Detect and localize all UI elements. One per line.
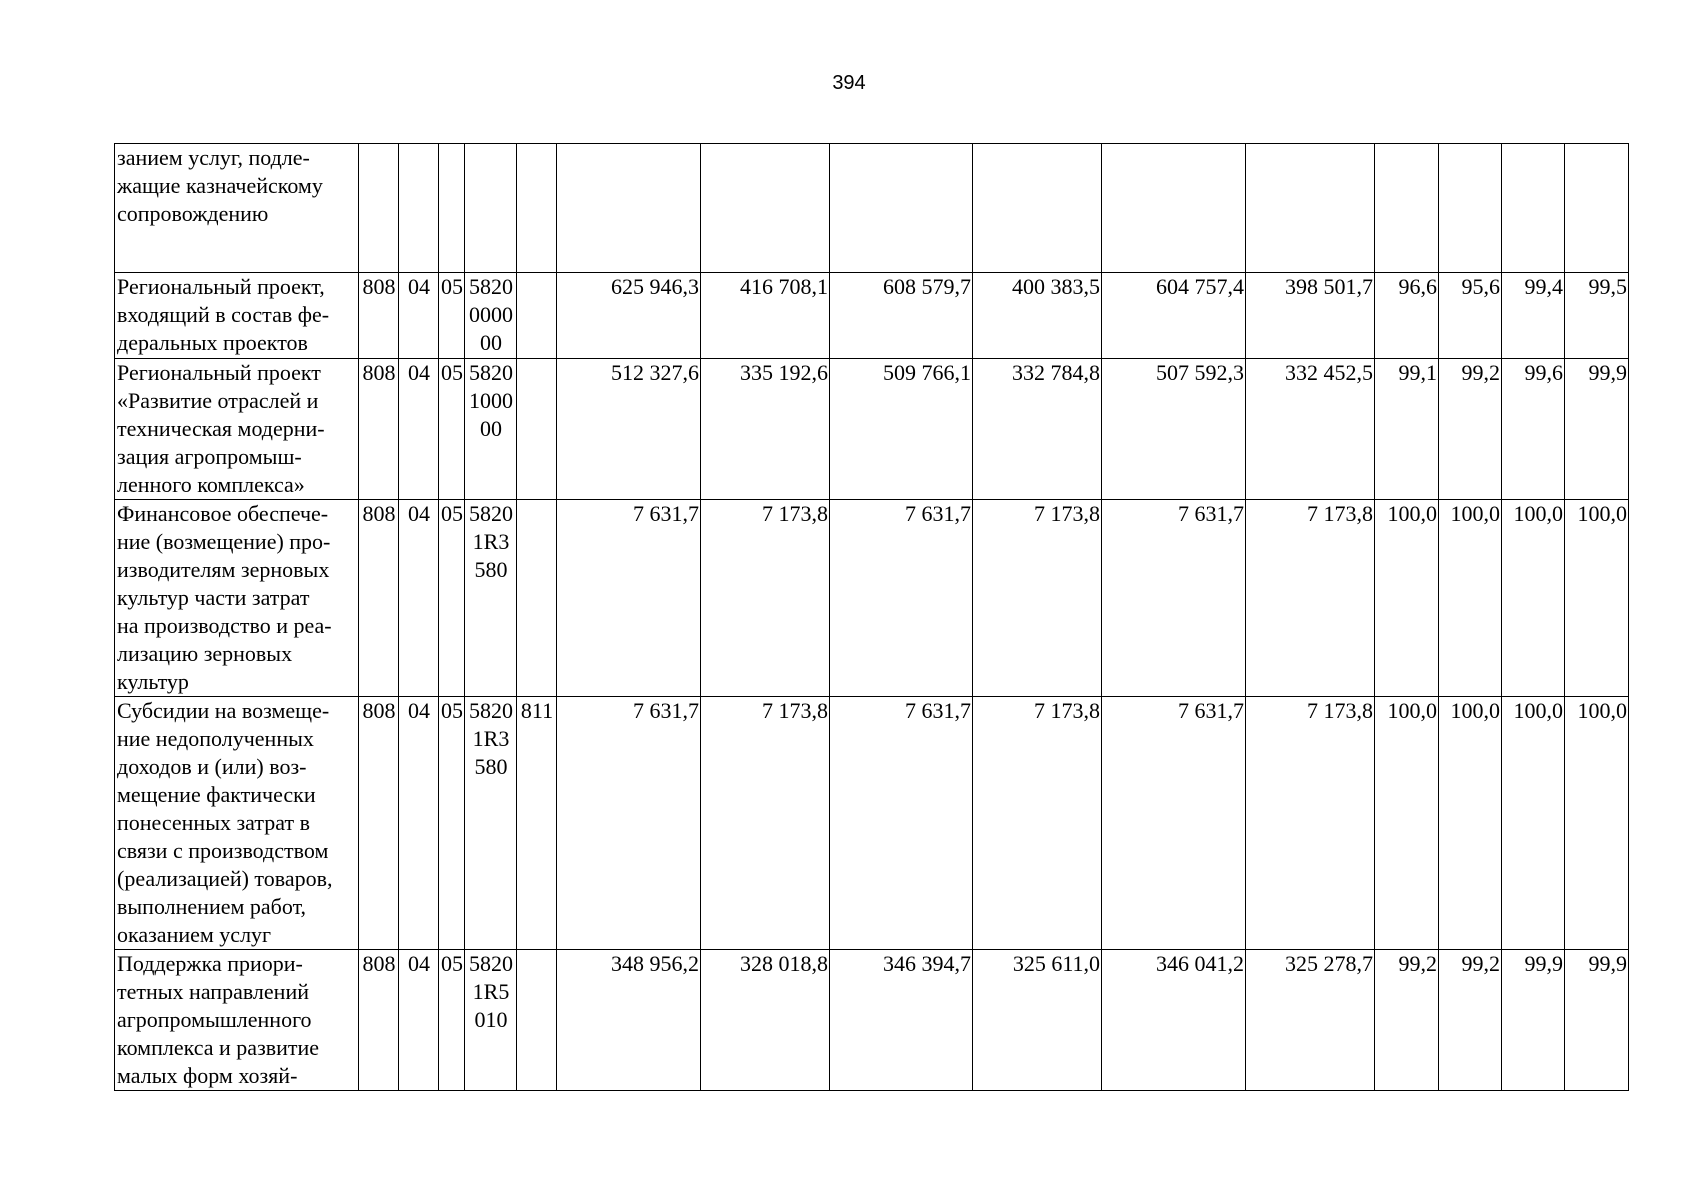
target-article-code: 5820 0000 00: [465, 273, 517, 359]
amount-cell: 7 173,8: [973, 500, 1102, 697]
amount-cell: 625 946,3: [557, 273, 701, 359]
amount-cell: [830, 144, 973, 273]
table-row: [115, 144, 1629, 273]
amount-cell: 512 327,6: [557, 359, 701, 500]
amount-cell: 7 173,8: [701, 500, 830, 697]
amount-cell: 348 956,2: [557, 950, 701, 1091]
amount-cell: 325 278,7: [1246, 950, 1375, 1091]
percent-cell: 100,0: [1565, 500, 1629, 697]
percent-cell: 100,0: [1502, 697, 1565, 950]
section-code: 04: [399, 359, 439, 500]
section-code: 04: [399, 697, 439, 950]
percent-cell: 99,9: [1565, 950, 1629, 1091]
percent-cell: 99,1: [1375, 359, 1439, 500]
percent-cell: [1375, 144, 1439, 273]
percent-cell: 100,0: [1439, 500, 1502, 697]
subsection-code: 05: [439, 273, 465, 359]
percent-cell: 99,9: [1502, 950, 1565, 1091]
percent-cell: 99,6: [1502, 359, 1565, 500]
table-row: [115, 359, 1629, 500]
amount-cell: 416 708,1: [701, 273, 830, 359]
amount-cell: 400 383,5: [973, 273, 1102, 359]
target-article-code: 5820 1R3 580: [465, 500, 517, 697]
amount-cell: [557, 144, 701, 273]
percent-cell: 95,6: [1439, 273, 1502, 359]
percent-cell: [1439, 144, 1502, 273]
percent-cell: 96,6: [1375, 273, 1439, 359]
percent-cell: 100,0: [1375, 500, 1439, 697]
amount-cell: [701, 144, 830, 273]
percent-cell: 100,0: [1565, 697, 1629, 950]
table-row: [115, 273, 1629, 359]
amount-cell: 608 579,7: [830, 273, 973, 359]
amount-cell: 509 766,1: [830, 359, 973, 500]
row-description: Региональный проект, входящий в состав фе- деральных проектов: [115, 273, 359, 359]
subsection-code: [439, 144, 465, 273]
amount-cell: 332 452,5: [1246, 359, 1375, 500]
table-row: [115, 697, 1629, 950]
amount-cell: 332 784,8: [973, 359, 1102, 500]
amount-cell: 346 041,2: [1102, 950, 1246, 1091]
expense-type-code: [517, 950, 557, 1091]
subsection-code: 05: [439, 697, 465, 950]
amount-cell: 7 173,8: [1246, 697, 1375, 950]
percent-cell: 100,0: [1502, 500, 1565, 697]
percent-cell: 99,4: [1502, 273, 1565, 359]
amount-cell: 604 757,4: [1102, 273, 1246, 359]
table-row: [115, 950, 1629, 1091]
amount-cell: 398 501,7: [1246, 273, 1375, 359]
grbs-code: 808: [359, 950, 399, 1091]
section-code: 04: [399, 950, 439, 1091]
amount-cell: 7 173,8: [701, 697, 830, 950]
section-code: [399, 144, 439, 273]
amount-cell: [1102, 144, 1246, 273]
amount-cell: 507 592,3: [1102, 359, 1246, 500]
percent-cell: 100,0: [1375, 697, 1439, 950]
amount-cell: 325 611,0: [973, 950, 1102, 1091]
amount-cell: 328 018,8: [701, 950, 830, 1091]
row-description: Финансовое обеспече- ние (возмещение) про- изводителям зерновых культур части затрат на производство и реа- лизацию зерновых культур: [115, 500, 359, 697]
amount-cell: 7 173,8: [1246, 500, 1375, 697]
page-number: 394: [832, 72, 866, 94]
amount-cell: [973, 144, 1102, 273]
target-article-code: 5820 1R5 010: [465, 950, 517, 1091]
section-code: 04: [399, 500, 439, 697]
percent-cell: 99,2: [1439, 359, 1502, 500]
amount-cell: 7 173,8: [973, 697, 1102, 950]
budget-table: [114, 143, 1629, 1091]
target-article-code: 5820 1000 00: [465, 359, 517, 500]
percent-cell: [1565, 144, 1629, 273]
section-code: 04: [399, 273, 439, 359]
grbs-code: 808: [359, 359, 399, 500]
percent-cell: [1502, 144, 1565, 273]
amount-cell: 7 631,7: [557, 500, 701, 697]
percent-cell: 99,2: [1375, 950, 1439, 1091]
percent-cell: 99,5: [1565, 273, 1629, 359]
amount-cell: 7 631,7: [830, 500, 973, 697]
grbs-code: 808: [359, 500, 399, 697]
row-description: занием услуг, подле- жащие казначейскому сопровождению: [115, 144, 359, 273]
subsection-code: 05: [439, 359, 465, 500]
grbs-code: 808: [359, 273, 399, 359]
amount-cell: 335 192,6: [701, 359, 830, 500]
subsection-code: 05: [439, 950, 465, 1091]
expense-type-code: [517, 500, 557, 697]
target-article-code: [465, 144, 517, 273]
grbs-code: [359, 144, 399, 273]
amount-cell: [1246, 144, 1375, 273]
expense-type-code: [517, 273, 557, 359]
table-row: [115, 500, 1629, 697]
amount-cell: 7 631,7: [830, 697, 973, 950]
percent-cell: 99,2: [1439, 950, 1502, 1091]
percent-cell: 100,0: [1439, 697, 1502, 950]
amount-cell: 7 631,7: [557, 697, 701, 950]
amount-cell: 7 631,7: [1102, 697, 1246, 950]
row-description: Региональный проект «Развитие отраслей и техническая модерни- зация агропромыш- ленного комплекса»: [115, 359, 359, 500]
target-article-code: 5820 1R3 580: [465, 697, 517, 950]
expense-type-code: [517, 144, 557, 273]
expense-type-code: [517, 359, 557, 500]
grbs-code: 808: [359, 697, 399, 950]
expense-type-code: 811: [517, 697, 557, 950]
percent-cell: 99,9: [1565, 359, 1629, 500]
row-description: Субсидии на возмеще- ние недополученных доходов и (или) воз- мещение фактически понесенных затрат в связи с производством (реализацией) товаров, выполнением работ, оказанием услуг: [115, 697, 359, 950]
subsection-code: 05: [439, 500, 465, 697]
amount-cell: 346 394,7: [830, 950, 973, 1091]
row-description: Поддержка приори- тетных направлений агропромышленного комплекса и развитие малых форм хозяй-: [115, 950, 359, 1091]
amount-cell: 7 631,7: [1102, 500, 1246, 697]
